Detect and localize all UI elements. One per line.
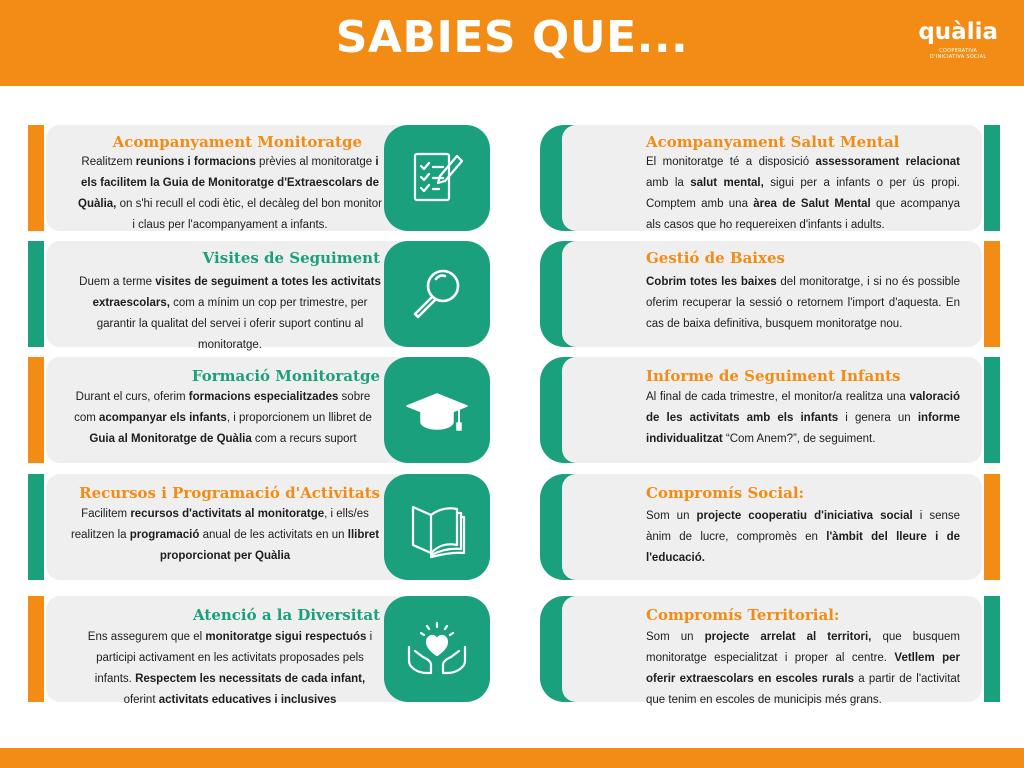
card-accent-bar — [984, 596, 1000, 702]
card-title: Recursos i Programació d'Activitats — [79, 484, 380, 502]
header-banner — [0, 0, 1024, 86]
graduation-cap-icon — [384, 357, 490, 463]
card-compromis-territorial — [540, 596, 1000, 706]
card-title: Formació Monitoratge — [191, 367, 380, 385]
card-text — [64, 387, 382, 450]
text-segment: amb la — [646, 177, 691, 189]
card-compromis-social — [540, 474, 1000, 580]
card-title: Acompanyament Monitoratge — [112, 133, 362, 151]
highlighted-text: reunions i formacions — [135, 156, 256, 168]
card-title: Visites de Seguiment — [202, 249, 380, 267]
open-book-icon — [384, 474, 490, 580]
highlighted-text: formacions especialitzades — [188, 391, 339, 403]
card-text — [646, 152, 960, 236]
card-title: Compromís Social: — [646, 484, 805, 502]
text-segment: Duem a terme — [79, 276, 156, 288]
logo-subtitle-1: COOPERATIVA — [939, 48, 978, 54]
card-text — [78, 272, 382, 356]
card-text — [78, 152, 382, 236]
highlighted-text: salut mental, — [690, 177, 764, 189]
text-segment: , i proporcionem un llibret de — [226, 412, 372, 424]
text-segment: del monitoratge, i si no és possible oferim recuperar la sessió o retornem l'import d'aquesta. En cas de baixa definitiva, busquem monitoratge nou. — [646, 276, 960, 330]
highlighted-text: visites de seguiment a totes les activitats extraescolars, — [92, 276, 381, 309]
card-accent-bar — [984, 357, 1000, 463]
highlighted-text: l'àmbit del lleure i de l'educació. — [646, 531, 960, 564]
text-segment: com a recurs suport — [251, 433, 357, 445]
highlighted-text: Respectem les necessitats de cada infant, — [135, 673, 366, 685]
text-segment: que acompanya als casos que ho requereixen d'infants i adults. — [646, 198, 960, 231]
card-acompanyament-monitoratge — [28, 125, 490, 231]
logo-subtitle-2: D'INICIATIVA SOCIAL — [929, 54, 987, 60]
card-acompanyament-salut-mental — [540, 125, 1000, 231]
text-segment: a partir de l'activitat que tenim en escoles de municipis més grans. — [646, 673, 960, 706]
text-segment: i participi activament en les activitats proposades pels infants. — [94, 631, 373, 685]
card-gestio-baixes — [540, 241, 1000, 347]
highlighted-text: programació — [129, 529, 200, 541]
highlighted-text: projecte arrelat al territori, — [704, 631, 872, 643]
card-accent-bar — [984, 241, 1000, 347]
card-accent-bar — [28, 125, 44, 231]
card-recursos-programacio — [28, 474, 490, 580]
magnifier-icon — [384, 241, 490, 347]
qualia-logo — [918, 20, 998, 60]
text-segment: on s'hi recull el codi ètic, el decàleg del bon monitor i claus per l'acompanyament a infants. — [116, 198, 382, 231]
card-text — [68, 504, 382, 567]
card-title: Compromís Territorial: — [646, 606, 840, 624]
text-segment: i genera un — [838, 412, 918, 424]
card-text — [646, 272, 960, 335]
card-atencio-diversitat — [28, 596, 490, 706]
card-accent-bar — [28, 357, 44, 463]
card-formacio-monitoratge — [28, 357, 490, 463]
highlighted-text: informe individualitzat — [646, 412, 960, 445]
text-segment: Durant el curs, oferim — [75, 391, 189, 403]
highlighted-text: i els facilitem la Guia de Monitoratge d'Extraescolars de Quàlia, — [78, 156, 379, 210]
text-segment: , i ells/es realitzen la — [70, 508, 369, 541]
card-text — [78, 627, 382, 711]
card-accent-bar — [984, 474, 1000, 580]
card-accent-bar — [28, 474, 44, 580]
card-text — [646, 627, 960, 711]
text-segment: Facilitem — [81, 508, 131, 520]
card-title: Gestió de Baixes — [646, 249, 785, 267]
card-text — [646, 387, 960, 450]
text-segment: oferint — [123, 694, 159, 706]
card-accent-bar — [984, 125, 1000, 231]
text-segment: sigui per a infants o per ús propi. Comptem amb una — [646, 177, 960, 210]
hands-heart-icon — [384, 596, 490, 702]
highlighted-text: àrea de Salut Mental — [753, 198, 871, 210]
card-text — [646, 506, 960, 569]
text-segment: Al final de cada trimestre, el monitor/a realitza una — [646, 391, 910, 403]
checklist-pen-icon — [384, 125, 490, 231]
card-accent-bar — [28, 241, 44, 347]
card-accent-bar — [28, 596, 44, 702]
text-segment: Ens assegurem que el — [87, 631, 206, 643]
text-segment: Som un — [646, 510, 697, 522]
highlighted-text: activitats educatives i inclusives — [158, 694, 337, 706]
card-informe-seguiment-infants — [540, 357, 1000, 463]
card-visites-seguiment — [28, 241, 490, 351]
card-title: Atenció a la Diversitat — [193, 606, 380, 624]
highlighted-text: monitoratge sigui respectuós — [205, 631, 367, 643]
highlighted-text: Vetllem per oferir extraescolars en escoles rurals — [646, 652, 960, 685]
highlighted-text: Cobrim totes les baixes — [646, 276, 777, 288]
text-segment: Realitzem — [81, 156, 136, 168]
highlighted-text: llibret proporcionat per Quàlia — [159, 529, 380, 562]
page-title: SABIES QUE... — [335, 12, 689, 63]
footer-bar — [0, 748, 1024, 768]
text-segment: i sense ànim de lucre, compromès en — [646, 510, 961, 543]
text-segment: que busquem monitoratge especialitzat i proper al centre. — [646, 631, 961, 664]
card-title: Informe de Seguiment Infants — [646, 367, 901, 385]
highlighted-text: Guia al Monitoratge de Quàlia — [89, 433, 252, 445]
highlighted-text: projecte cooperatiu d'iniciativa social — [696, 510, 913, 522]
logo-name: quàlia — [918, 19, 998, 45]
highlighted-text: assessorament relacionat — [815, 156, 960, 168]
text-segment: anual de les activitats en un — [199, 529, 348, 541]
text-segment: “Com Anem?”, de seguiment. — [722, 433, 876, 445]
text-segment: sobre com — [74, 391, 371, 424]
card-title: Acompanyament Salut Mental — [646, 133, 900, 151]
text-segment: prèvies al monitoratge — [255, 156, 376, 168]
highlighted-text: acompanyar els infants — [98, 412, 227, 424]
highlighted-text: recursos d'activitats al monitoratge — [130, 508, 325, 520]
text-segment: Som un — [646, 631, 705, 643]
text-segment: El monitoratge té a disposició — [646, 156, 816, 168]
text-segment: com a mínim un cop per trimestre, per garantir la qualitat del servei i oferir suport continu al monitoratge. — [96, 297, 368, 351]
highlighted-text: valoració de les activitats amb els infants — [646, 391, 960, 424]
